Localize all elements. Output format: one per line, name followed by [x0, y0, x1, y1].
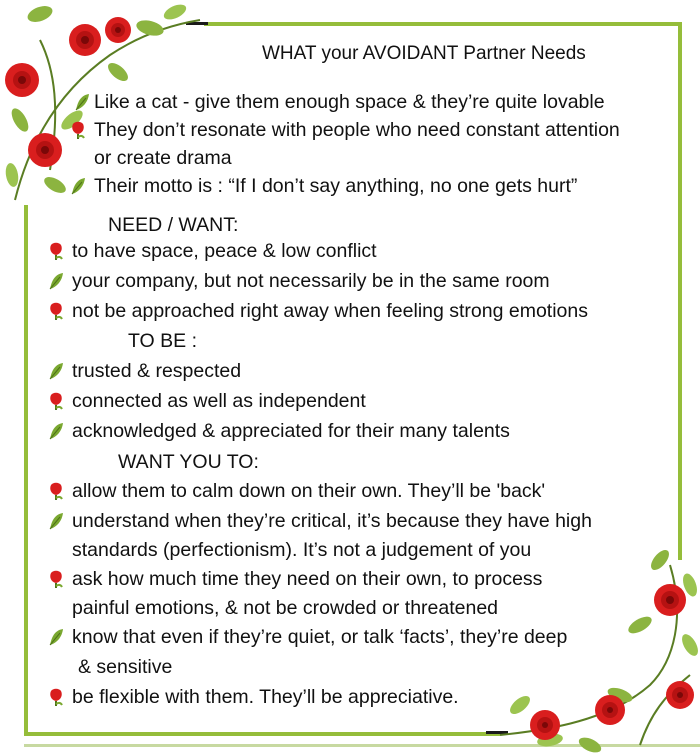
need-want-heading: NEED / WANT: [108, 214, 239, 236]
rose-icon [70, 120, 86, 140]
to-be-heading: TO BE : [128, 330, 197, 352]
intro-resonate-line-1: They don’t resonate with people who need constant attention [94, 119, 620, 141]
intro-resonate-line-2: or create drama [94, 147, 232, 169]
want-item-2-line-1: understand when they’re critical, it’s because they have high [72, 510, 592, 532]
leaf-icon [74, 92, 90, 112]
want-item-4-line-2: & sensitive [78, 656, 173, 678]
rose-icon [48, 687, 64, 707]
need-item-1: to have space, peace & low conflict [72, 240, 377, 262]
rose-icon [48, 301, 64, 321]
page-title: WHAT your AVOIDANT Partner Needs [262, 43, 586, 64]
leaf-icon [48, 627, 64, 647]
to-be-item-1: trusted & respected [72, 360, 242, 382]
need-item-3: not be approached right away when feeling strong emotions [72, 300, 588, 322]
want-item-4-line-1: know that even if they’re quiet, or talk ‘facts’, they’re deep [72, 626, 568, 648]
need-item-2: your company, but not necessarily be in the same room [72, 270, 550, 292]
to-be-item-2: connected as well as independent [72, 390, 366, 412]
rose-icon [48, 569, 64, 589]
leaf-icon [48, 361, 64, 381]
intro-cat: Like a cat - give them enough space & they’re quite lovable [94, 91, 605, 113]
want-item-1: allow them to calm down on their own. They’ll be 'back' [72, 480, 546, 502]
want-item-5: be flexible with them. They’ll be appreciative. [72, 686, 459, 708]
intro-motto: Their motto is : “If I don’t say anything, no one gets hurt” [94, 175, 578, 197]
leaf-icon [48, 421, 64, 441]
leaf-icon [48, 271, 64, 291]
want-item-3-line-1: ask how much time they need on their own, to process [72, 568, 543, 590]
leaf-icon [70, 176, 86, 196]
want-you-to-heading: WANT YOU TO: [118, 451, 259, 473]
rose-icon [48, 391, 64, 411]
leaf-icon [48, 511, 64, 531]
want-item-2-line-2: standards (perfectionism). It’s not a judgement of you [72, 539, 532, 561]
to-be-item-3: acknowledged & appreciated for their many talents [72, 420, 510, 442]
want-item-3-line-2: painful emotions, & not be crowded or threatened [72, 597, 499, 619]
rose-icon [48, 241, 64, 261]
rose-icon [48, 481, 64, 501]
